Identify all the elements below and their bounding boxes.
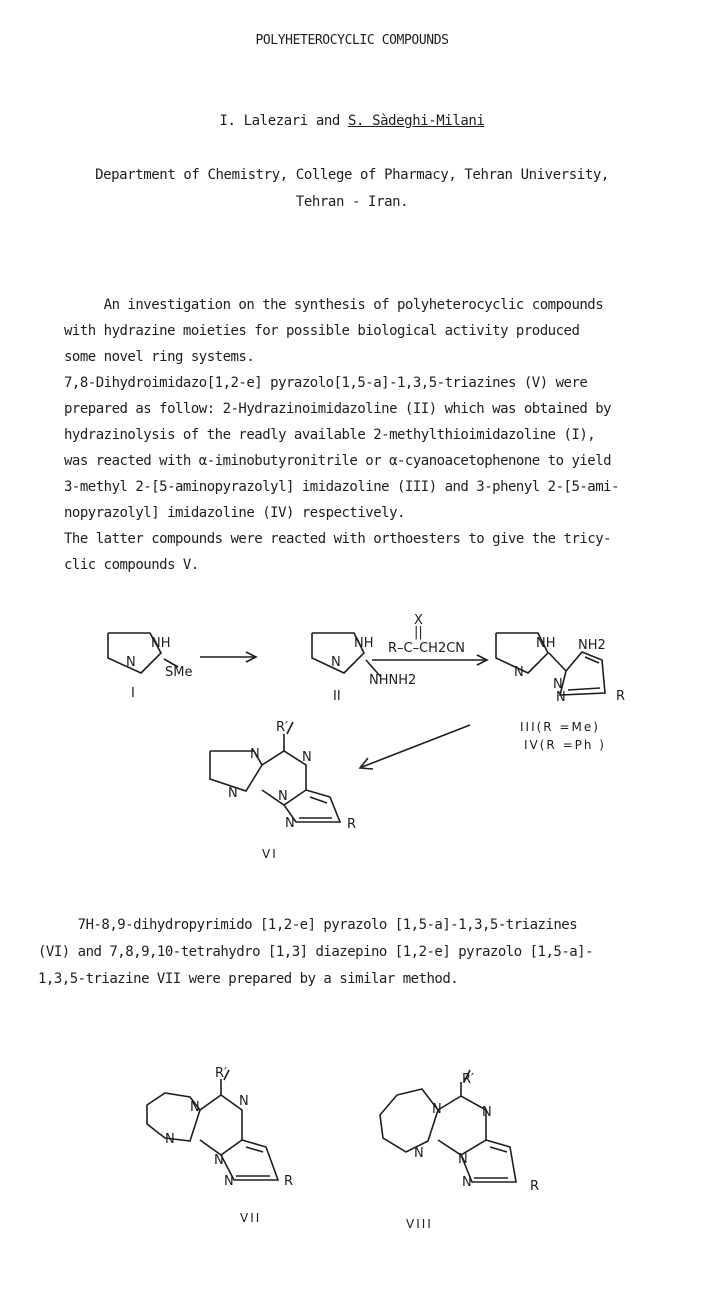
- compound-1-label: I: [131, 686, 135, 701]
- compound-3-n-ring3: N: [556, 690, 566, 705]
- compound-viii-r-prime: R′: [462, 1072, 474, 1087]
- compound-vi-label: VI: [262, 847, 278, 861]
- compound-3-n-ring2: N: [553, 677, 563, 692]
- compound-vi-r-prime: R′: [276, 720, 288, 735]
- author-first: I. Lalezari and: [219, 113, 348, 129]
- compound-3-nh: NH: [536, 636, 556, 651]
- structure-compound-viii: [380, 1070, 516, 1182]
- reagent-double-bond: ||: [414, 625, 423, 640]
- reaction-arrow-3: [362, 725, 470, 767]
- compound-vi-r: R: [347, 817, 357, 832]
- compound-viii-n4: N: [458, 1152, 468, 1167]
- structure-compound-vii: [147, 1070, 278, 1180]
- compound-vi-n4: N: [278, 789, 288, 804]
- compound-vii-n2: N: [239, 1094, 249, 1109]
- compound-iv-label: IV(R =Ph ): [524, 738, 606, 752]
- compound-viii-n3: N: [414, 1146, 424, 1161]
- compound-iii-label: III(R =Me): [520, 720, 600, 734]
- compound-viii-n5: N: [462, 1175, 472, 1190]
- compound-viii-n1: N: [432, 1102, 442, 1117]
- compound-2-nhnh2: NHNH2: [369, 673, 417, 688]
- compound-2-nh: NH: [354, 636, 374, 651]
- compound-2-n: N: [331, 655, 341, 670]
- compound-1-nh: NH: [151, 636, 171, 651]
- compound-viii-n2: N: [482, 1105, 492, 1120]
- compound-3-n-ring1: N: [514, 665, 524, 680]
- compound-3-r: R: [616, 689, 626, 704]
- compound-vi-n2: N: [302, 750, 312, 765]
- compound-viii-r: R: [530, 1179, 540, 1194]
- compound-vii-r-prime: R′: [215, 1066, 227, 1081]
- compound-3-nh2: NH2: [578, 638, 606, 653]
- compound-vii-label: VII: [240, 1211, 262, 1225]
- compound-1-sme: SMe: [165, 665, 193, 680]
- compound-vii-n5: N: [224, 1174, 234, 1189]
- reagent-formula: R–C–CH2CN: [388, 641, 466, 656]
- compound-viii-label: VIII: [406, 1217, 433, 1231]
- paragraph-1: An investigation on the synthesis of polyheterocyclic compounds with hydrazine moieties for possible biological activity produced some novel ring systems. 7,8-Dihydroimidazo[1,2-e] pyrazolo[1,5-a]-1,3,5-triazines (V) were prepared as follow: 2-Hydrazinoimidazoline (II) which was obtained by hydrazinolysis of the readly available 2-methylthioimidazoline (I), was reacted with α-iminobutyronitrile or α-cyanoacetophenone to yield 3-methyl 2-[5-aminopyrazolyl] imidazoline (III) and 3-phenyl 2-[5-ami- nopyrazolyl] imidazoline (IV) respectively. The latter compounds were reacted with orthoesters to give the tricy- clic compounds V.: [64, 297, 620, 573]
- compound-vii-n4: N: [214, 1153, 224, 1168]
- page-title: POLYHETEROCYCLIC COMPOUNDS: [255, 33, 449, 48]
- affiliation: Department of Chemistry, College of Pharmacy, Tehran University, Tehran - Iran.: [95, 167, 609, 210]
- compound-vi-n5: N: [285, 816, 295, 831]
- author-second: S. Sàdeghi-Milani: [347, 113, 485, 129]
- compound-vii-n1: N: [190, 1100, 200, 1115]
- compound-vii-n3: N: [165, 1132, 175, 1147]
- paragraph-2: 7H-8,9-dihydropyrimido [1,2-e] pyrazolo [1,5-a]-1,3,5-triazines (VI) and 7,8,9,10-tetrahydro [1,3] diazepino [1,2-e] pyrazolo [1,5-a]- 1,3,5-triazine VII were prepared by a similar method.: [38, 917, 594, 987]
- compound-vii-r: R: [284, 1174, 294, 1189]
- reagent-x: X: [414, 613, 423, 628]
- compound-vi-n3: N: [228, 786, 238, 801]
- compound-vi-n1: N: [250, 747, 260, 762]
- compound-2-label: II: [333, 689, 341, 704]
- structure-compound-vi: [210, 722, 340, 822]
- compound-1-n: N: [126, 655, 136, 670]
